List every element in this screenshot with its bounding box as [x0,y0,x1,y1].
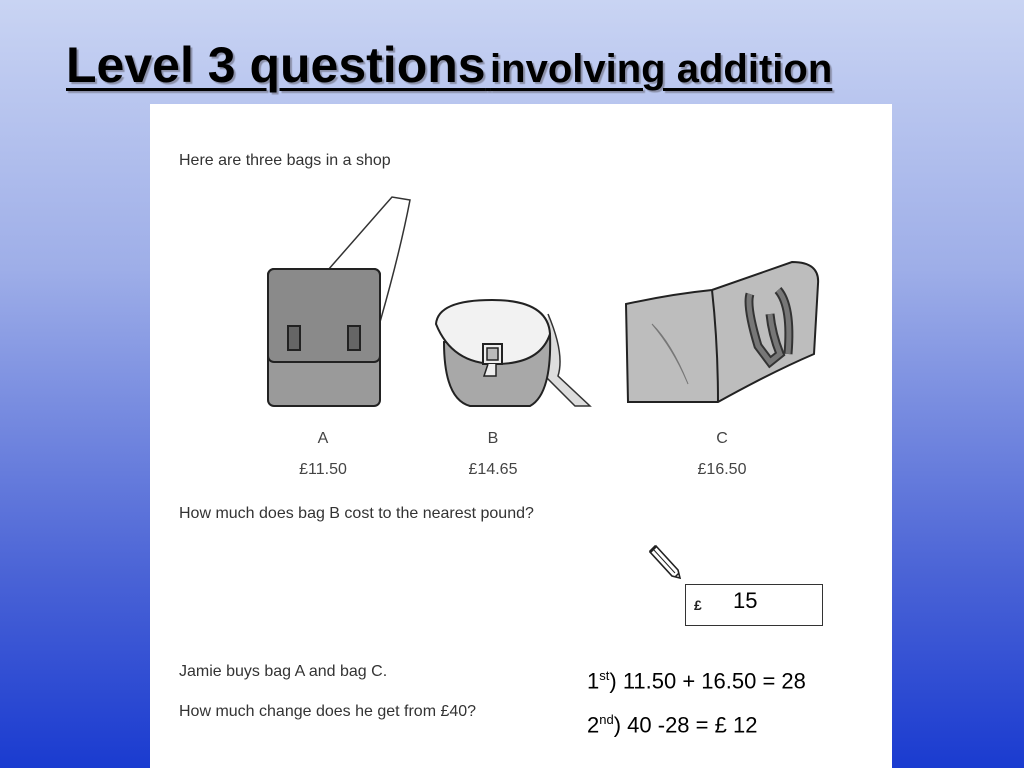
answer-box[interactable] [685,584,823,626]
working-line-1-num: 1 [587,668,600,694]
working-line-2 [587,712,757,738]
working-line-2-sup: nd [599,712,614,727]
answer-currency: £ [694,597,702,613]
bag-a-image [260,192,420,412]
slide-title [66,36,832,94]
bag-a-price: £11.50 [299,461,347,478]
worksheet [150,104,892,768]
working-line-1-text: ) 11.50 + 16.50 = 28 [609,668,806,694]
question-2b: How much change does he get from £40? [179,703,477,720]
bag-c-image [622,254,822,414]
working-line-2-text: ) 40 -28 = £ 12 [613,712,758,738]
working-line-1 [587,668,806,694]
bag-c-price: £16.50 [697,461,747,478]
bag-b-price: £14.65 [468,461,518,478]
question-1: How much does bag B cost to the nearest pound? [179,505,534,522]
bag-a-label: A [317,430,329,447]
title-sub: involving addition [490,47,833,91]
intro-text: Here are three bags in a shop [179,152,391,169]
bag-c-label: C [716,430,728,447]
title-main: Level 3 questions [66,37,486,93]
answer-value: 15 [733,588,758,613]
working-line-1-sup: st [599,668,610,683]
working-line-2-num: 2 [587,712,600,738]
question-2a: Jamie buys bag A and bag C. [179,663,388,680]
bag-b-label: B [487,430,499,447]
pencil-icon [646,544,684,580]
bag-b-image [430,294,595,414]
